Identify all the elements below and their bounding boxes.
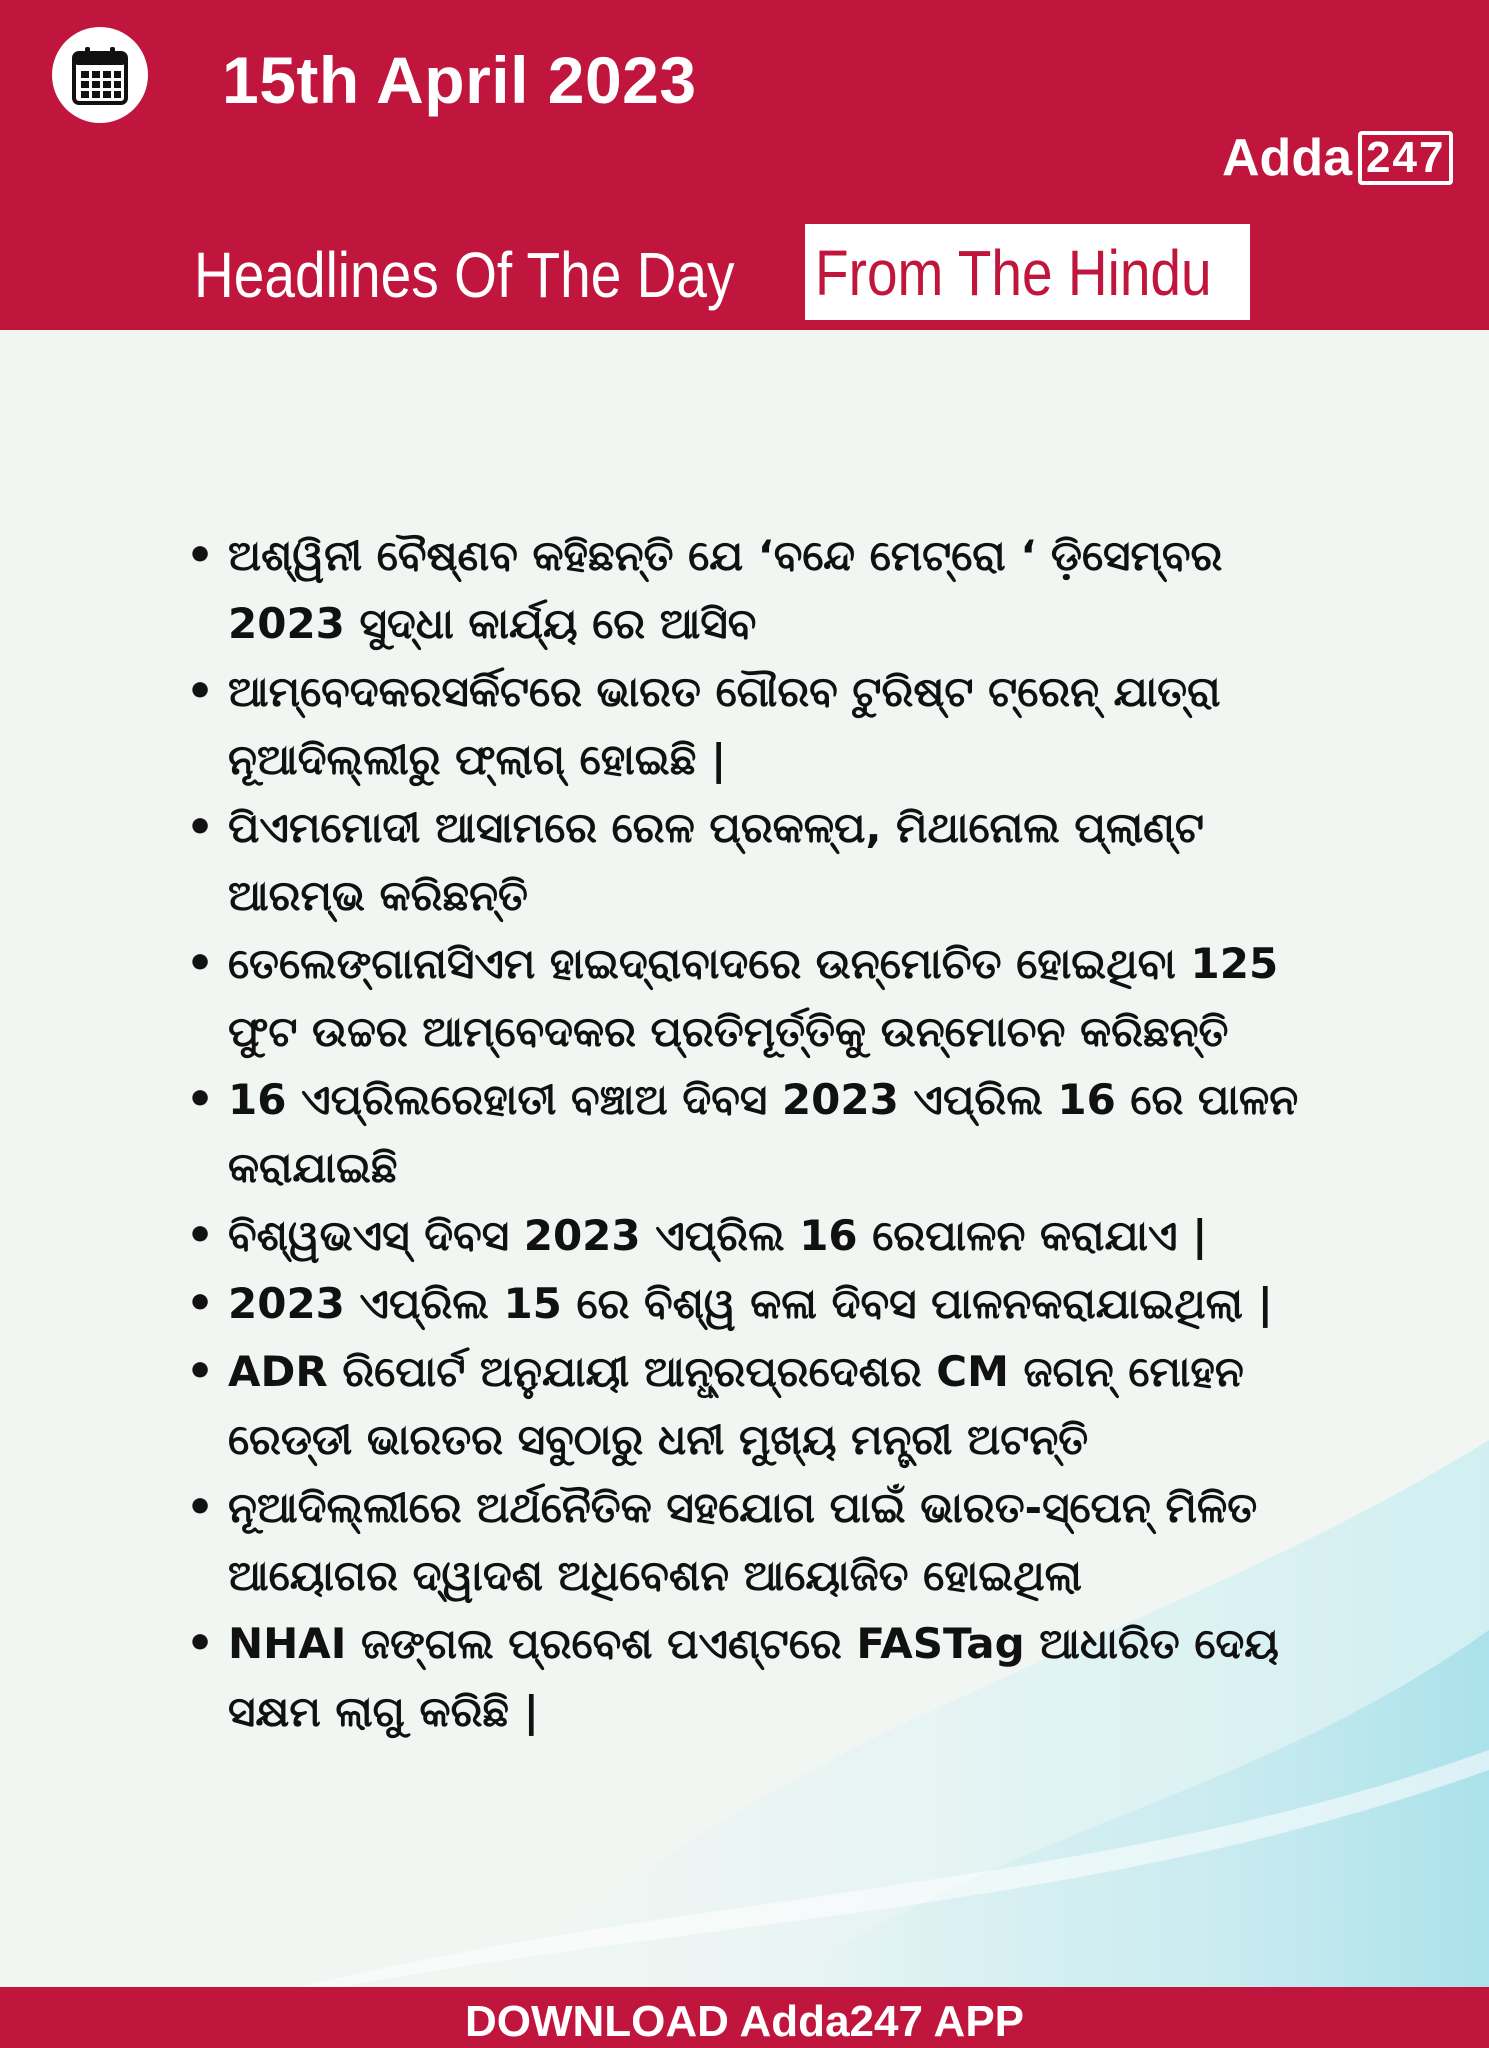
headline-text: ବିଶ୍ୱଭଏସ୍ ଦିବସ 2023 ଏପ୍ରିଲ 16 ରେପାଳନ କରାଯାଏ | — [228, 1211, 1208, 1260]
brand-logo-number: 247 — [1358, 131, 1453, 185]
headline-text: ତେଲେଙ୍ଗାନାସିଏମ ହାଇଦ୍ରାବାଦରେ ଉନ୍ମୋଚିତ ହୋଇଥିବା 125 ଫୁଟ ଉଚ୍ଚର ଆମ୍ବେଦକର ପ୍ରତିମୂର୍ତ୍ତିକୁ ଉନ୍ମୋଚନ କରିଛନ୍ତି — [228, 939, 1279, 1056]
source-label: From The Hindu — [815, 237, 1212, 309]
download-app-label[interactable]: DOWNLOAD Adda247 APP — [464, 1997, 1025, 2046]
brand-logo — [1222, 128, 1453, 188]
list-item: • ଅଶ୍ୱିନୀ ବୈଷ୍ଣବ କହିଛନ୍ତି ଯେ ‘ବନ୍ଦେ ମେଟ୍ରୋ ‘ ଡ଼ିସେମ୍ବର 2023 ସୁଦ୍ଧା କାର୍ଯ୍ୟ ରେ ଆସିବ — [186, 530, 1223, 648]
list-item: • 2023 ଏପ୍ରିଲ 15 ରେ ବିଶ୍ୱ କଳା ଦିବସ ପାଳନକରାଯାଇଥିଲା | — [186, 1278, 1273, 1329]
calendar-icon — [72, 45, 128, 105]
header-banner — [0, 0, 1489, 330]
headline-text: ଆମ୍ବେଦକରସର୍କିଟରେ ଭାରତ ଗୌରବ ଟୁରିଷ୍ଟ ଟ୍ରେନ୍ ଯାତ୍ରା ନୂଆଦିଲ୍ଲୀରୁ ଫ୍ଲାଗ୍ ହୋଇଛି | — [228, 667, 1221, 784]
calendar-badge — [52, 27, 148, 123]
list-item: • 16 ଏପ୍ରିଲରେହାତୀ ବଞ୍ଚାଅ ଦିବସ 2023 ଏପ୍ରିଲ 16 ରେ ପାଳନ କରାଯାଇଛି — [186, 1074, 1299, 1192]
list-item: • ତେଲେଙ୍ଗାନାସିଏମ ହାଇଦ୍ରାବାଦରେ ଉନ୍ମୋଚିତ ହୋଇଥିବା 125 ଫୁଟ ଉଚ୍ଚର ଆମ୍ବେଦକର ପ୍ରତିମୂର୍ତ୍ତିକୁ ଉନ୍ମୋଚନ କରିଛନ୍ତି — [186, 938, 1279, 1056]
source-badge — [805, 224, 1250, 320]
headlines-list — [0, 522, 1489, 1746]
list-item: • ADR ରିପୋର୍ଟ ଅନୁଯାୟୀ ଆନ୍ଧ୍ରପ୍ରଦେଶର CM ଜଗନ୍ ମୋହନ ରେଡ୍ଡୀ ଭାରତର ସବୁଠାରୁ ଧନୀ ମୁଖ୍ୟ ମନ୍ତ୍ରୀ ଅଟନ୍ତି — [186, 1346, 1244, 1464]
list-item: • ବିଶ୍ୱଭଏସ୍ ଦିବସ 2023 ଏପ୍ରିଲ 16 ରେପାଳନ କରାଯାଏ | — [186, 1210, 1208, 1261]
page-date: 15th April 2023 — [222, 43, 697, 117]
list-item: • NHAI ଜଙ୍ଗଲ ପ୍ରବେଶ ପଏଣ୍ଟରେ FASTag ଆଧାରିତ ଦେୟ ସକ୍ଷମ ଲାଗୁ କରିଛି | — [186, 1618, 1279, 1736]
headline-text: 2023 ଏପ୍ରିଲ 15 ରେ ବିଶ୍ୱ କଳା ଦିବସ ପାଳନକରାଯାଇଥିଲା | — [228, 1279, 1273, 1328]
headline-text: ପିଏମମୋଦୀ ଆସାମରେ ରେଳ ପ୍ରକଳ୍ପ, ମିଥାନୋଲ ପ୍ଲାଣ୍ଟ ଆରମ୍ଭ କରିଛନ୍ତି — [228, 803, 1204, 920]
brand-logo-text: Adda — [1222, 129, 1352, 187]
headline-text: ADR ରିପୋର୍ଟ ଅନୁଯାୟୀ ଆନ୍ଧ୍ରପ୍ରଦେଶର CM ଜଗନ୍ ମୋହନ ରେଡ୍ଡୀ ଭାରତର ସବୁଠାରୁ ଧନୀ ମୁଖ୍ୟ ମନ୍ତ୍ରୀ ଅଟନ୍ତି — [228, 1347, 1244, 1464]
headline-text: NHAI ଜଙ୍ଗଲ ପ୍ରବେଶ ପଏଣ୍ଟରେ FASTag ଆଧାରିତ ଦେୟ ସକ୍ଷମ ଲାଗୁ କରିଛି | — [228, 1619, 1279, 1736]
headline-text: ନୂଆଦିଲ୍ଲୀରେ ଅର୍ଥନୈତିକ ସହଯୋଗ ପାଇଁ ଭାରତ-ସ୍ପେନ୍ ମିଳିତ ଆୟୋଗର ଦ୍ୱାଦଶ ଅଧିବେଶନ ଆୟୋଜିତ ହୋଇଥିଲା — [228, 1483, 1258, 1600]
headline-text: ଅଶ୍ୱିନୀ ବୈଷ୍ଣବ କହିଛନ୍ତି ଯେ ‘ବନ୍ଦେ ମେଟ୍ରୋ ‘ ଡ଼ିସେମ୍ବର 2023 ସୁଦ୍ଧା କାର୍ଯ୍ୟ ରେ ଆସିବ — [228, 531, 1223, 648]
list-item: • ନୂଆଦିଲ୍ଲୀରେ ଅର୍ଥନୈତିକ ସହଯୋଗ ପାଇଁ ଭାରତ-ସ୍ପେନ୍ ମିଳିତ ଆୟୋଗର ଦ୍ୱାଦଶ ଅଧିବେଶନ ଆୟୋଜିତ ହୋଇଥିଲା — [186, 1482, 1258, 1600]
headline-title: Headlines Of The Day — [194, 239, 735, 311]
headline-text: 16 ଏପ୍ରିଲରେହାତୀ ବଞ୍ଚାଅ ଦିବସ 2023 ଏପ୍ରିଲ 16 ରେ ପାଳନ କରାଯାଇଛି — [228, 1075, 1299, 1192]
download-app-banner[interactable] — [0, 1987, 1489, 2048]
list-item: • ପିଏମମୋଦୀ ଆସାମରେ ରେଳ ପ୍ରକଳ୍ପ, ମିଥାନୋଲ ପ୍ଲାଣ୍ଟ ଆରମ୍ଭ କରିଛନ୍ତି — [186, 802, 1204, 920]
list-item: • ଆମ୍ବେଦକରସର୍କିଟରେ ଭାରତ ଗୌରବ ଟୁରିଷ୍ଟ ଟ୍ରେନ୍ ଯାତ୍ରା ନୂଆଦିଲ୍ଲୀରୁ ଫ୍ଲାଗ୍ ହୋଇଛି | — [186, 666, 1221, 784]
